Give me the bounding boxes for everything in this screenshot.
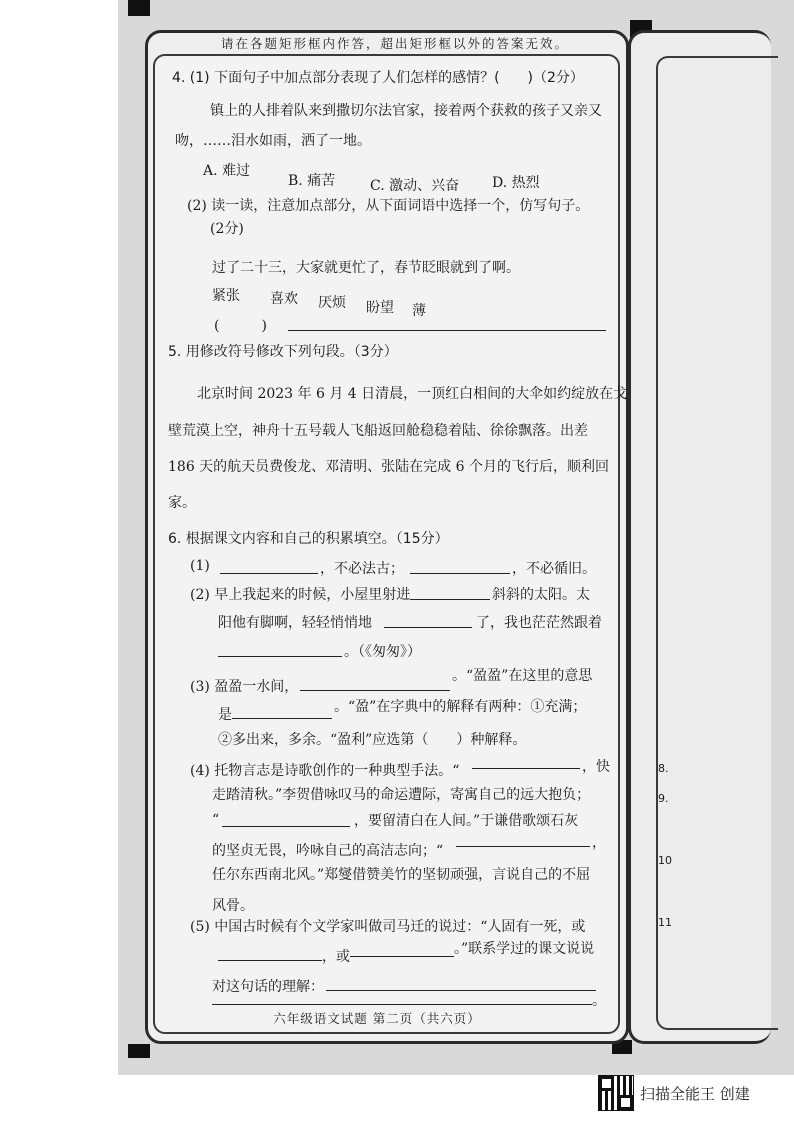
q5-passage-line: 壁荒漠上空，神舟十五号载人飞船返回舱稳稳着陆、徐徐飘落。出差 — [168, 423, 588, 439]
q6-item1-blank1[interactable] — [220, 573, 318, 574]
q6-item3-line1: (3) 盈盈一水间， — [190, 679, 299, 695]
q6-item1-text: ，不必法古； — [320, 561, 404, 577]
q6-item4-blank2[interactable] — [222, 826, 350, 827]
q6-item3-line2-end: 。“盈”在字典中的解释有两种：①充满； — [334, 699, 587, 715]
q4-word-choice: 厌烦 — [318, 295, 346, 311]
q6-item2-line1: (2) 早上我起来的时候，小屋里射进 — [190, 587, 411, 603]
q4-part2-prompt: (2) 读一读，注意加点部分，从下面词语中选择一个，仿写句子。 — [187, 198, 590, 214]
q4-sentence-line1: 镇上的人排着队来到撒切尔法官家，接着两个获救的孩子又亲又 — [210, 103, 602, 119]
q6-item4-line6: 风骨。 — [212, 898, 254, 914]
q5-passage-line: 186 天的航天员费俊龙、邓清明、张陆在完成 6 个月的飞行后，顺利回 — [168, 459, 609, 475]
header-notice: 请在各题矩形框内作答，超出矩形框以外的答案无效。 — [220, 36, 569, 51]
q6-item4-line5: 任尔东西南北风。”郑燮借赞美竹的坚韧顽强，言说自己的不屈 — [212, 867, 591, 883]
q6-item4-line4: 的坚贞无畏，吟咏自己的高洁志向；“ — [212, 843, 444, 859]
q4-part1-prompt: 4. (1) 下面句子中加点部分表现了人们怎样的感情？( )（2分） — [172, 70, 584, 86]
qr-code-icon — [598, 1075, 634, 1111]
q4-option-d: D. 热烈 — [492, 175, 540, 191]
q6-item2-line2: 阳他有脚啊，轻轻悄悄地 — [218, 615, 372, 631]
q4-word-choice: 喜欢 — [270, 291, 298, 307]
q6-item4-line4-end: ， — [592, 835, 606, 851]
q5-prompt: 5. 用修改符号修改下列句段。（3分） — [168, 344, 398, 360]
next-column-mark: 8. — [658, 762, 669, 775]
q6-item4-blank3[interactable] — [456, 846, 590, 847]
q6-item5-blank1[interactable] — [218, 960, 322, 961]
q6-item5-blank3[interactable] — [326, 990, 596, 991]
q6-item4-line1: (4) 托物言志是诗歌创作的一种典型手法。“ — [190, 763, 460, 779]
q4-part2-points: (2分) — [210, 221, 244, 237]
q4-option-a: A. 难过 — [203, 163, 251, 179]
q6-item1-number: (1) — [190, 558, 210, 574]
next-column-mark: 9. — [658, 792, 669, 805]
q6-item5-end: 。 — [592, 993, 606, 1009]
q6-item2-line1-end: 斜斜的太阳。太 — [492, 587, 590, 603]
q5-passage-line: 家。 — [168, 495, 196, 511]
page-footer: 六年级语文试题 第二页（共六页） — [273, 1011, 481, 1026]
q6-item5-line2-end: 。”联系学过的课文说说 — [454, 941, 595, 957]
scanner-watermark: 扫描全能王 创建 — [640, 1085, 750, 1103]
q6-item5-line3: 对这句话的理解： — [212, 979, 324, 995]
next-column-mark: 10 — [658, 854, 672, 867]
q4-word-choice: 盼望 — [366, 300, 394, 316]
q4-answer-line[interactable] — [288, 330, 606, 331]
q6-item5-line2-mid: ，或 — [322, 949, 350, 965]
q6-prompt: 6. 根据课文内容和自己的积累填空。（15分） — [168, 531, 449, 547]
q6-item3-line2-start: 是 — [218, 707, 232, 723]
q6-item2-blank2[interactable] — [384, 627, 472, 628]
q4-example-sentence: 过了二十三，大家就更忙了，春节眨眼就到了啊。 — [212, 260, 520, 276]
q6-item5-blank2[interactable] — [350, 956, 454, 957]
registration-marker-top-left — [128, 0, 150, 16]
q6-item2-line2-end: 了，我也茫茫然跟着 — [476, 615, 602, 631]
q6-item4-blank1[interactable] — [472, 768, 580, 769]
q5-passage-line: 北京时间 2023 年 6 月 4 日清晨，一顶红白相间的大伞如约绽放在戈 — [197, 386, 628, 402]
q6-item5-line1: (5) 中国古时候有个文学家叫做司马迁的说过：“人固有一死，或 — [190, 919, 586, 935]
q6-item2-blank1[interactable] — [410, 599, 490, 600]
registration-marker-bottom-left — [128, 1044, 150, 1058]
q6-item5-blank4[interactable] — [212, 1004, 592, 1005]
q6-item1-blank2[interactable] — [410, 573, 510, 574]
q6-item3-line3: ②多出来，多余。“盈利”应选第（ ）种解释。 — [218, 732, 527, 748]
q6-item2-blank3[interactable] — [218, 656, 342, 657]
q4-sentence-line2: 吻，……泪水如雨，洒了一地。 — [175, 133, 371, 149]
q6-item4-line1-end: ，快 — [582, 759, 610, 775]
q6-item2-source: 。（《匆匆》） — [344, 644, 421, 660]
q6-item3-blank1[interactable] — [300, 690, 450, 691]
q6-item4-line2: 走踏清秋。”李贺借咏叹马的命运遭际，寄寓自己的远大抱负； — [212, 787, 591, 803]
next-column-mark: 11 — [658, 916, 672, 929]
q6-item3-blank2[interactable] — [232, 718, 332, 719]
q4-option-c: C. 激动、兴奋 — [370, 178, 460, 194]
q4-option-b: B. 痛苦 — [288, 173, 336, 189]
q6-item1-text-end: ，不必循旧。 — [512, 561, 596, 577]
q4-word-choice: 薄 — [412, 303, 426, 319]
q4-answer-paren: ( ) — [214, 318, 267, 334]
q4-word-choice: 紧张 — [212, 288, 240, 304]
next-column-inner — [656, 56, 778, 1030]
q6-item3-line1-end: 。“盈盈”在这里的意思 — [452, 668, 593, 684]
q6-item4-quote-open: “ — [212, 812, 220, 828]
q6-item4-line3-end: ，要留清白在人间。”于谦借歌颂石灰 — [354, 813, 579, 829]
